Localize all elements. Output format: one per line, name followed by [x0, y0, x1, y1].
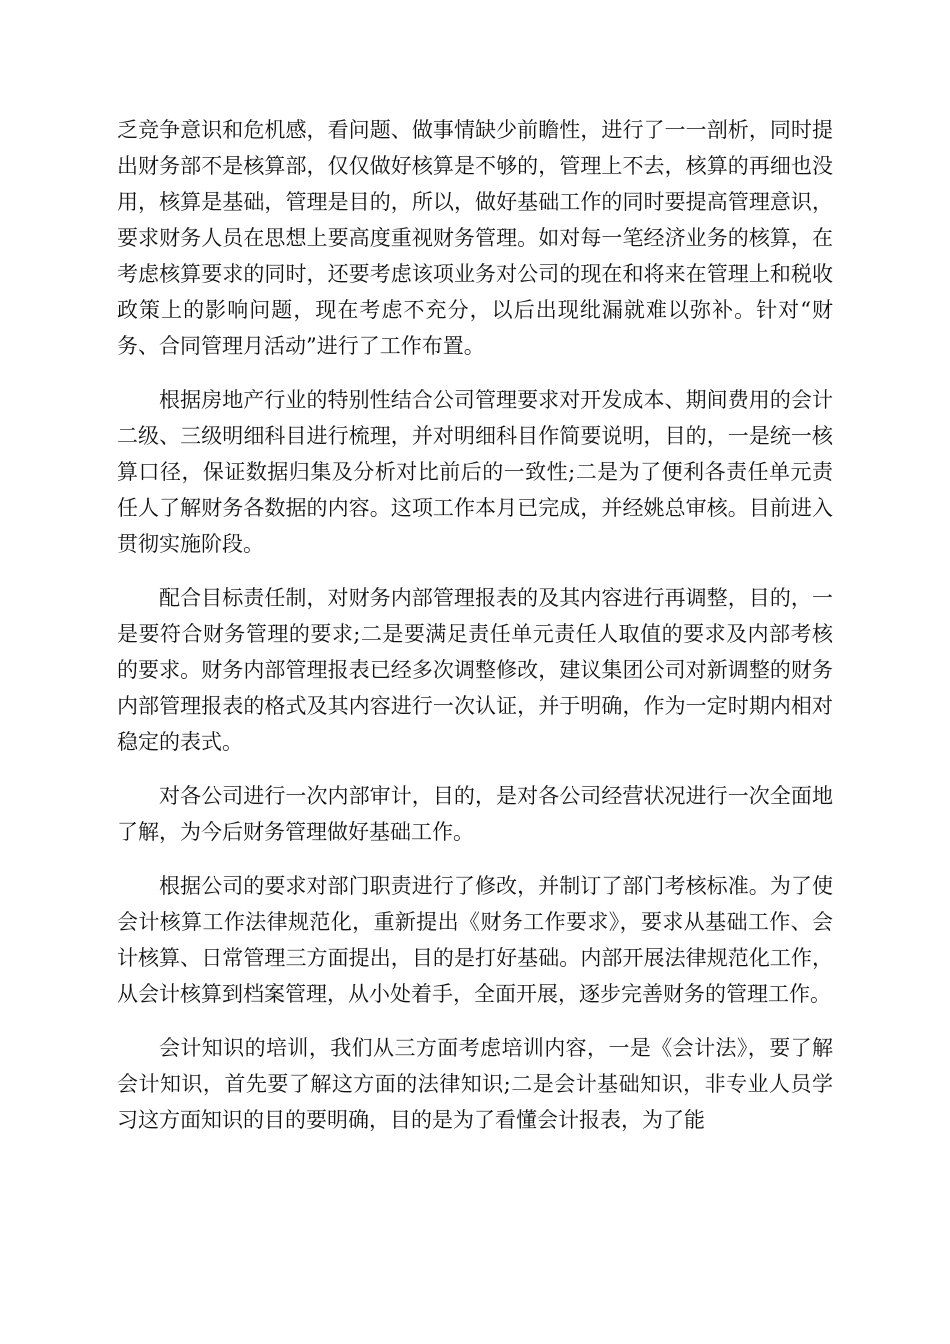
paragraph-4: 对各公司进行一次内部审计，目的，是对各公司经营状况进行一次全面地了解，为今后财务管理做好基础工作。	[117, 784, 833, 844]
paragraph-3: 配合目标责任制，对财务内部管理报表的及其内容进行再调整，目的，一是要符合财务管理的要求;二是要满足责任单元责任人取值的要求及内部考核的要求。财务内部管理报表已经多次调整修改，建议集团公司对新调整的财务内部管理报表的格式及其内容进行一次认证，并于明确，作为一定时期内相对稳定的表式。	[117, 586, 833, 754]
document-body	[117, 112, 833, 1156]
paragraph-2: 根据房地产行业的特别性结合公司管理要求对开发成本、期间费用的会计二级、三级明细科目进行梳理，并对明细科目作简要说明，目的，一是统一核算口径，保证数据归集及分析对比前后的一致性;二是为了便利各责任单元责任人了解财务各数据的内容。这项工作本月已完成，并经姚总审核。目前进入贯彻实施阶段。	[117, 388, 833, 556]
paragraph-5: 根据公司的要求对部门职责进行了修改，并制订了部门考核标准。为了使会计核算工作法律规范化，重新提出《财务工作要求》，要求从基础工作、会计核算、日常管理三方面提出，目的是打好基础。内部开展法律规范化工作，从会计核算到档案管理，从小处着手，全面开展，逐步完善财务的管理工作。	[117, 874, 833, 1006]
paragraph-6: 会计知识的培训，我们从三方面考虑培训内容，一是《会计法》，要了解会计知识，首先要了解这方面的法律知识;二是会计基础知识，非专业人员学习这方面知识的目的要明确，目的是为了看懂会计报表，为了能	[117, 1036, 833, 1132]
paragraph-1: 乏竞争意识和危机感，看问题、做事情缺少前瞻性，进行了一一剖析，同时提出财务部不是核算部，仅仅做好核算是不够的，管理上不去，核算的再细也没用，核算是基础，管理是目的，所以，做好基础工作的同时要提高管理意识，要求财务人员在思想上要高度重视财务管理。如对每一笔经济业务的核算，在考虑核算要求的同时，还要考虑该项业务对公司的现在和将来在管理上和税收政策上的影响问题，现在考虑不充分，以后出现纰漏就难以弥补。针对“财务、合同管理月活动”进行了工作布置。	[117, 118, 833, 358]
